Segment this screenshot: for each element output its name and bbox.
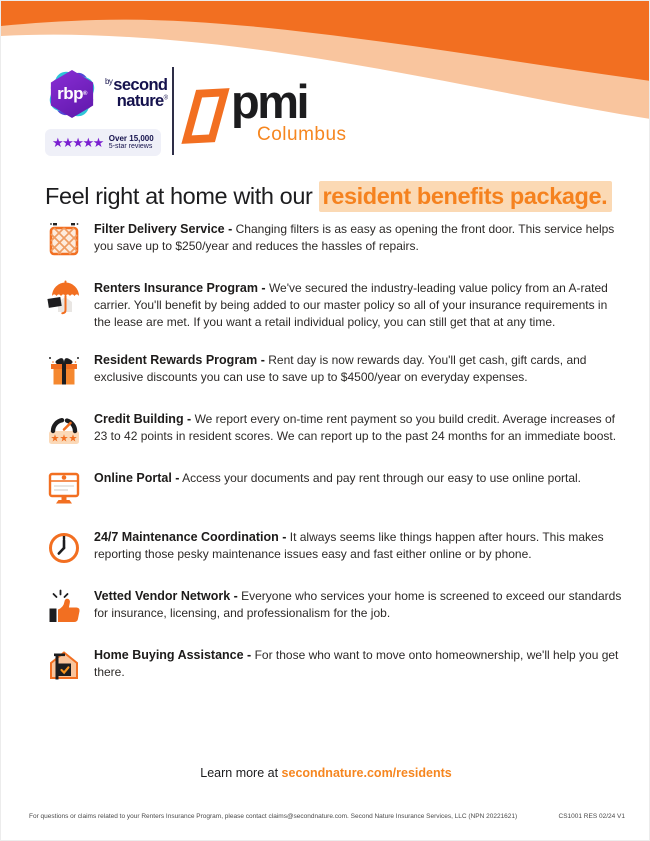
list-item-filter-delivery: Filter Delivery Service - Changing filters is as easy as opening the front door. This service helps you save up to $250/year and reduces the hassles of repairs.	[45, 220, 622, 258]
learn-more-line	[1, 766, 650, 780]
gift-box-icon	[45, 351, 83, 389]
pmi-wordmark: pmi	[231, 75, 308, 128]
secondnature-residents-link[interactable]: secondnature.com/residents	[281, 766, 452, 780]
headline-highlight: resident benefits package.	[319, 181, 613, 212]
air-filter-icon	[45, 220, 83, 258]
pmi-location: Columbus	[257, 123, 347, 145]
headline-prefix: Feel right at home with our	[45, 183, 319, 209]
brand-line2: nature	[116, 92, 164, 110]
list-item-resident-rewards: Resident Rewards Program - Rent day is now rewards day. You'll get cash, gift cards, and exclusive discounts you can use to save up to $4500/year on everyday expenses.	[45, 351, 622, 389]
logo-divider	[172, 67, 174, 155]
credit-gauge-icon	[45, 410, 83, 448]
footer-legal-text: For questions or claims related to your Renters Insurance Program, please contact claims@secondnature.com. Second Nature Insurance Services, LLC (NPN 20221621)	[29, 813, 518, 820]
list-item-maintenance-coordination: 24/7 Maintenance Coordination - It always seems like things happen after hours. This makes reporting those pesky maintenance issues easy and fast either online or by phone.	[45, 528, 622, 566]
learn-more-prefix: Learn more at	[200, 766, 282, 780]
benefits-list	[45, 220, 622, 705]
list-item-home-buying-assistance: Home Buying Assistance - For those who want to move onto homeownership, we'll help you get there.	[45, 646, 622, 684]
five-stars-icon: ★★★★★	[52, 135, 103, 151]
second-nature-wordmark: $^{by}$second nature®	[105, 76, 168, 110]
list-item-vetted-vendor-network: Vetted Vendor Network - Everyone who services your home is screened to exceed our standards for insurance, licensing, and professionalism for the job.	[45, 587, 622, 625]
list-item-renters-insurance: Renters Insurance Program - We've secured the industry-leading value policy from an A-rated carrier. You'll benefit by being added to our master policy so all of your insurance requirements in the lease are met. If you want a retail individual policy, you can still get that at any time.	[45, 279, 622, 330]
thumbs-up-icon	[45, 587, 83, 625]
pmi-columbus-logo	[189, 75, 347, 145]
home-sign-icon	[45, 646, 83, 684]
clock-icon	[45, 528, 83, 566]
brand-line1: second	[113, 76, 168, 95]
by-label: by	[105, 77, 113, 87]
rbp-logo-text: rbp	[57, 84, 83, 103]
online-portal-monitor-icon	[45, 469, 83, 507]
pmi-flag-icon	[181, 88, 229, 144]
reviews-badge	[45, 129, 161, 156]
list-item-credit-building: ★★★ Credit Building - We report every on-time rent payment so you build credit. Average increases of 23 to 42 points in resident scores. We can report up to the past 24 months for an immediate boost.	[45, 410, 622, 448]
list-item-online-portal: Online Portal - Access your documents and pay rent through our easy to use online portal.	[45, 469, 622, 507]
rbp-second-nature-logo	[45, 67, 171, 156]
rbp-hexagon-logo-icon: rbp ®	[45, 67, 99, 121]
footer	[29, 813, 625, 820]
svg-text:★★★: ★★★	[50, 433, 78, 445]
reviews-caption: 5-star reviews	[108, 143, 153, 151]
page-title	[45, 183, 620, 210]
umbrella-insurance-icon	[45, 279, 83, 317]
reviews-count: Over 15,000	[108, 134, 154, 143]
footer-doc-code: CS1001 RES 02/24 V1	[558, 813, 625, 820]
